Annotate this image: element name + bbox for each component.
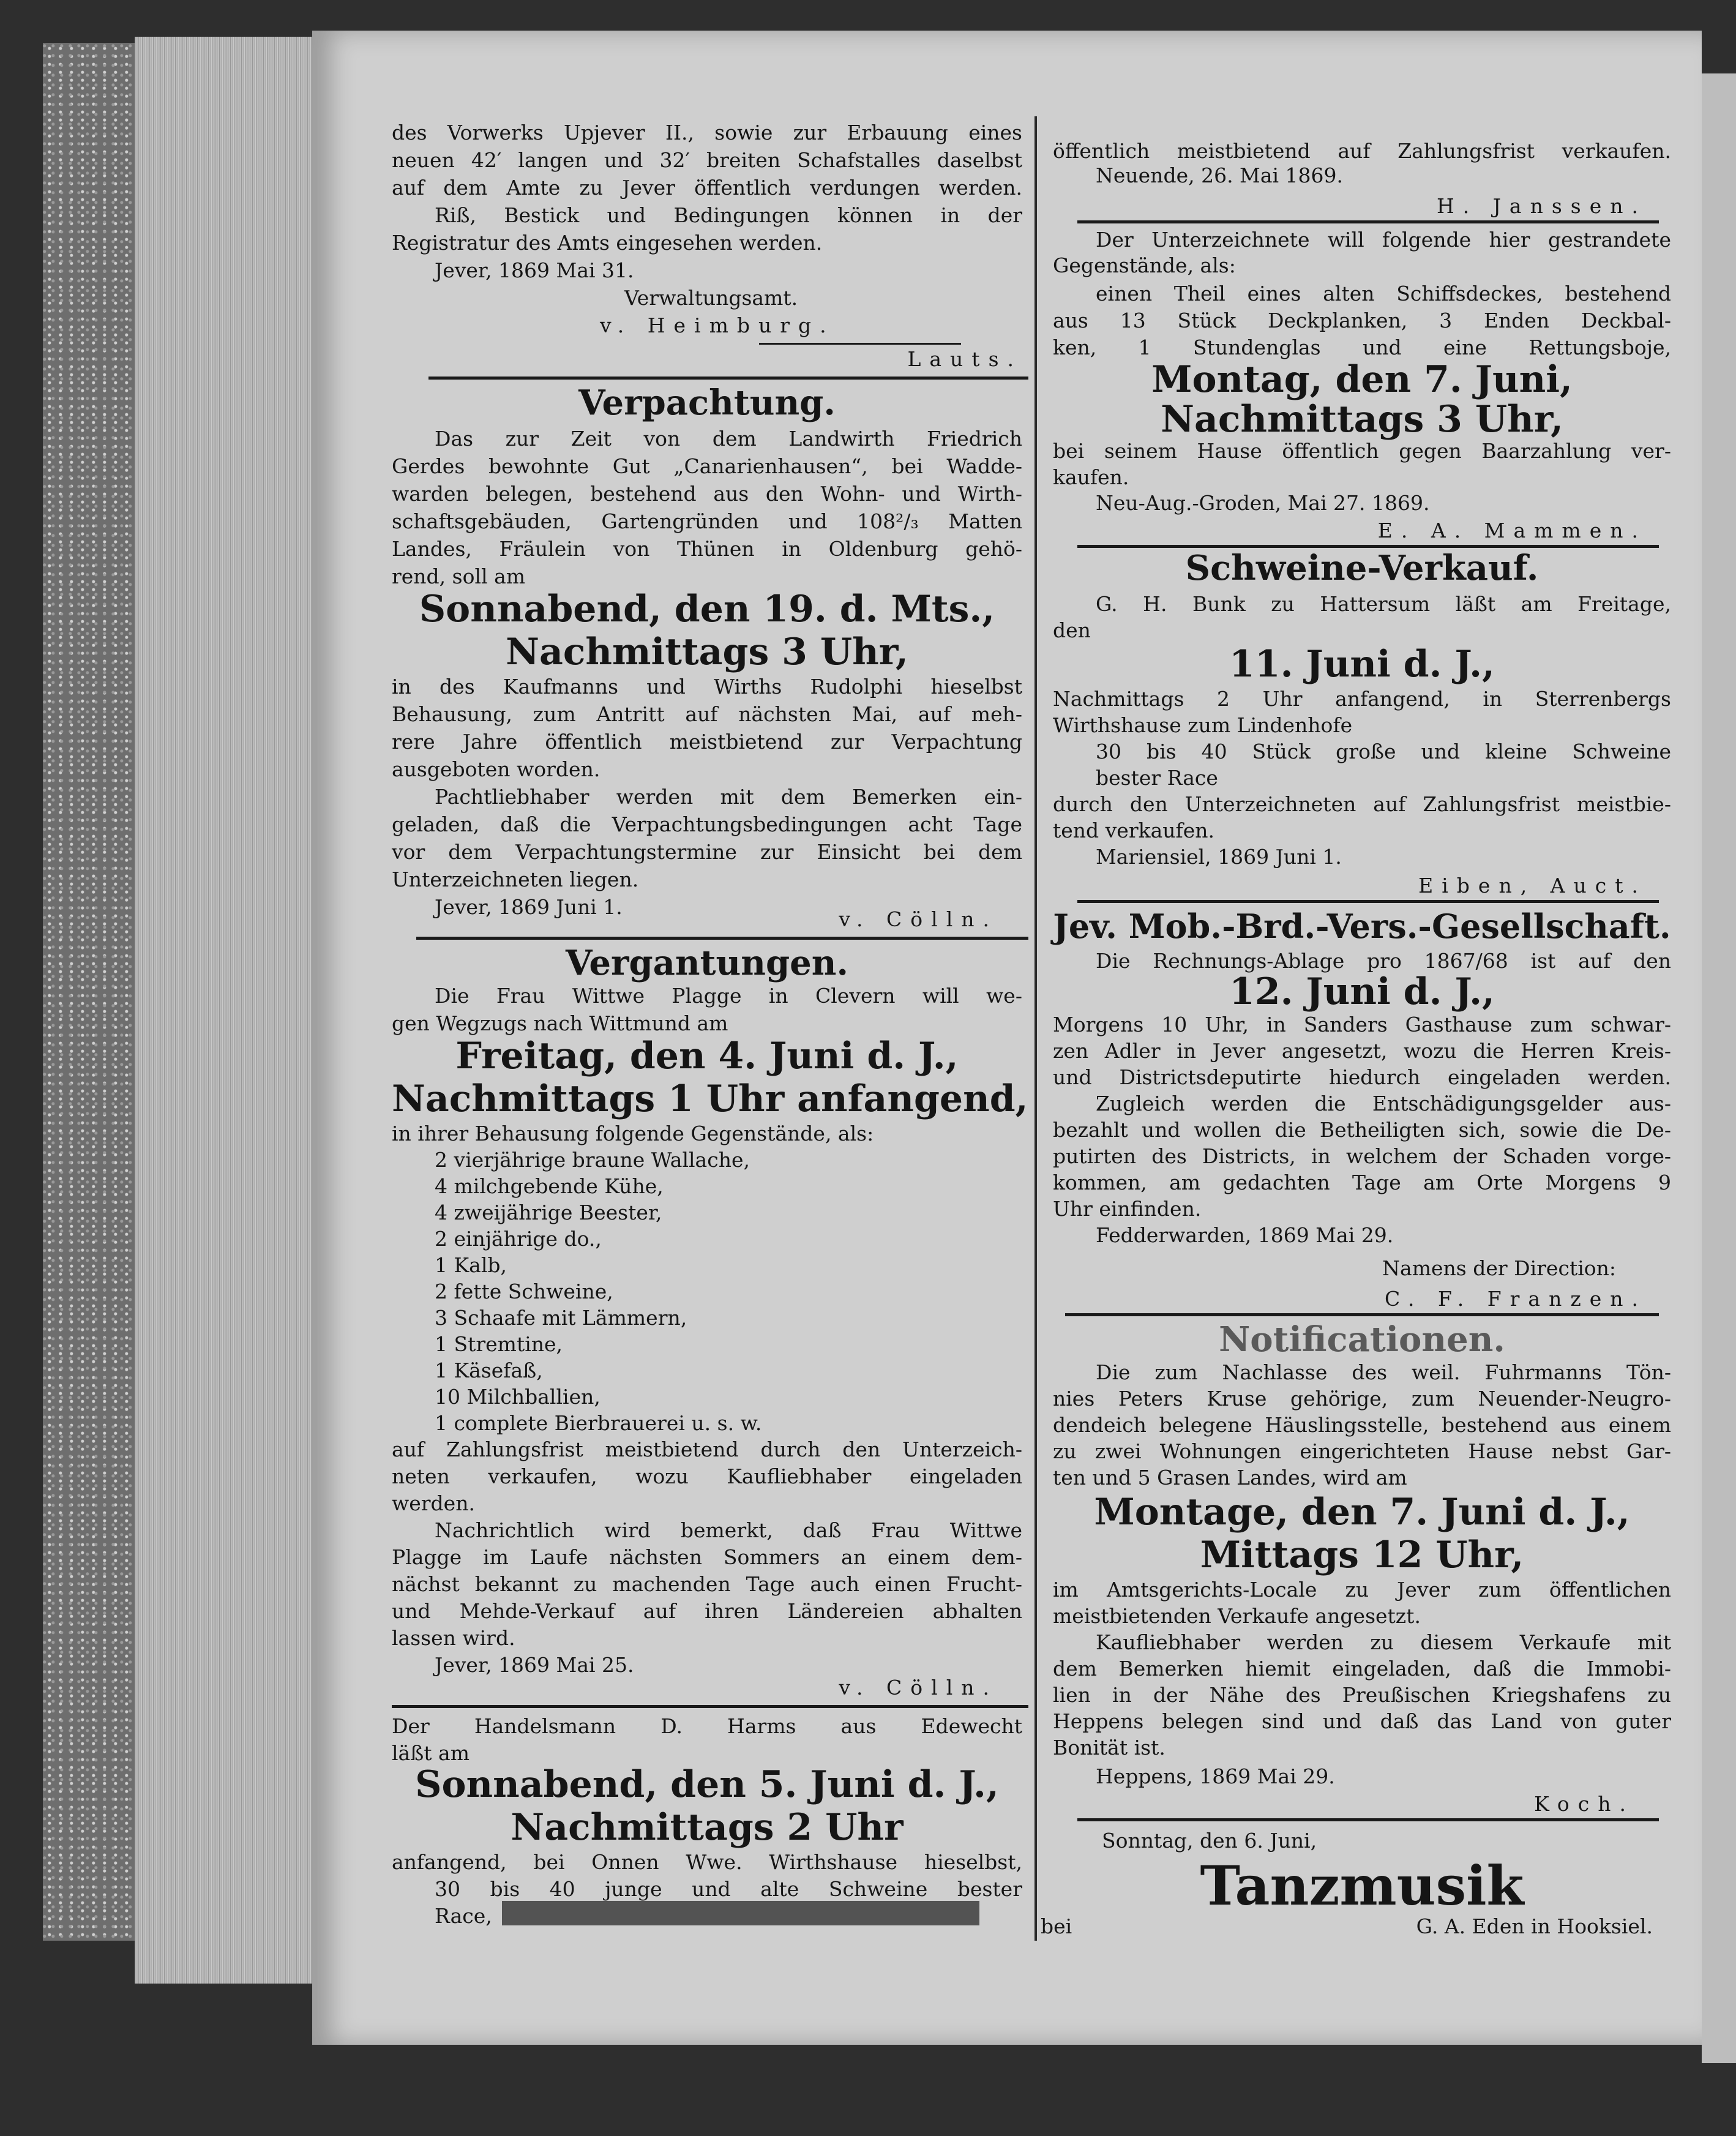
text-line: Namens der Direction: — [1382, 1256, 1616, 1280]
book-cover-marbled — [43, 43, 135, 1941]
event-time: Nachmittags 1 Uhr anfangend, — [392, 1077, 1028, 1120]
text-line: neuen 42′ langen und 32′ breiten Schafstalles daselbst — [392, 148, 1022, 172]
text-line: Race, — [435, 1904, 492, 1928]
signer: v. Cölln. — [839, 1676, 998, 1699]
section-heading: Tanzmusik — [1200, 1854, 1524, 1917]
list-item: 1 Stremtine, — [435, 1332, 563, 1356]
text-line: Nachmittags 2 Uhr anfangend, in Sterrenbergs — [1053, 687, 1671, 711]
text-line: und Mehde-Verkauf auf ihren Ländereien abhalten — [392, 1599, 1022, 1623]
list-item: 4 zweijährige Beester, — [435, 1201, 662, 1224]
text-line: Das zur Zeit von dem Landwirth Friedrich — [435, 427, 1022, 451]
section-heading: Notificationen. — [1219, 1319, 1505, 1360]
text-line: Unterzeichneten liegen. — [392, 868, 639, 891]
dateline: Heppens, 1869 Mai 29. — [1096, 1764, 1335, 1788]
text-line: bei seinem Hause öffentlich gegen Baarzahlung ver- — [1053, 439, 1671, 463]
dateline: Neu-Aug.-Groden, Mai 27. 1869. — [1096, 491, 1430, 515]
text-line: Uhr einfinden. — [1053, 1197, 1202, 1221]
text-line: lien in der Nähe des Preußischen Kriegshafens zu — [1053, 1683, 1671, 1707]
text-line: in des Kaufmanns und Wirths Rudolphi hieselbst — [392, 675, 1022, 699]
text-line: gen Wegzugs nach Wittmund am — [392, 1011, 728, 1035]
text-line: Sonntag, den 6. Juni, — [1102, 1829, 1317, 1853]
dateline: Mariensiel, 1869 Juni 1. — [1096, 845, 1342, 869]
text-line: nies Peters Kruse gehörige, zum Neuender-Neugro- — [1053, 1387, 1671, 1411]
text-line: G. H. Bunk zu Hattersum läßt am Freitage, — [1096, 592, 1671, 616]
text-line: Pachtliebhaber werden mit dem Bemerken ein- — [435, 785, 1022, 809]
text-line: Die Rechnungs-Ablage pro 1867/68 ist auf den — [1096, 949, 1671, 973]
text-line: Kaufliebhaber werden zu diesem Verkaufe mit — [1096, 1630, 1671, 1654]
text-line: und Districtsdeputirte hiedurch eingeladen werden. — [1053, 1065, 1671, 1089]
text-line: lassen wird. — [392, 1626, 515, 1650]
list-item: 1 Kalb, — [435, 1253, 507, 1277]
list-item: 4 milchgebende Kühe, — [435, 1174, 664, 1198]
signer: v. Cölln. — [839, 907, 998, 931]
event-date: Sonnabend, den 5. Juni d. J., — [415, 1763, 999, 1806]
text-line: Riß, Bestick und Bedingungen können in der — [435, 203, 1022, 227]
rule — [759, 343, 961, 345]
signer: H. Janssen. — [1436, 194, 1647, 218]
text-line: läßt am — [392, 1741, 470, 1765]
text-line: ten und 5 Grasen Landes, wird am — [1053, 1466, 1407, 1490]
text-line: bezahlt und wollen die Betheiligten sich, sowie die De- — [1053, 1118, 1671, 1142]
text-line: Der Handelsmann D. Harms aus Edewecht — [392, 1714, 1022, 1738]
dateline: Jever, 1869 Mai 31. — [435, 258, 634, 282]
text-line: im Amtsgerichts-Locale zu Jever zum öffentlichen — [1053, 1578, 1671, 1602]
text-line: werden. — [392, 1491, 475, 1515]
ink-smudge — [502, 1901, 979, 1925]
dateline: Neuende, 26. Mai 1869. — [1096, 163, 1344, 187]
text-line: in ihrer Behausung folgende Gegenstände, als: — [392, 1122, 874, 1145]
text-line: Der Unterzeichnete will folgende hier gestrandete — [1096, 228, 1671, 252]
text-line: dem Bemerken hiemit eingeladen, daß die Immobi- — [1053, 1657, 1671, 1681]
list-item: 3 Schaafe mit Lämmern, — [435, 1306, 687, 1330]
section-rule — [392, 1705, 1028, 1708]
text-line: Registratur des Amts eingesehen werden. — [392, 231, 823, 255]
signer: E. A. Mammen. — [1377, 519, 1647, 542]
text-line: putirten des Districts, in welchem der Schaden vorge- — [1053, 1144, 1671, 1168]
text-line: nächst bekannt zu machenden Tage auch einen Frucht- — [392, 1572, 1022, 1596]
section-heading: Jev. Mob.-Brd.-Vers.-Gesellschaft. — [1053, 907, 1671, 946]
text-line: durch den Unterzeichneten auf Zahlungsfrist meistbie- — [1053, 792, 1671, 816]
text-line: vor dem Verpachtungstermine zur Einsicht bei dem — [392, 840, 1022, 864]
text-line: Nachrichtlich wird bemerkt, daß Frau Wittwe — [435, 1518, 1022, 1542]
signer: Eiben, Auct. — [1418, 874, 1647, 897]
event-time: Nachmittags 3 Uhr, — [506, 631, 908, 673]
text-line: Plagge im Laufe nächsten Sommers an einem dem- — [392, 1545, 1022, 1569]
section-rule — [1077, 1818, 1659, 1821]
text-line: neten verkaufen, wozu Kaufliebhaber eingeladen — [392, 1464, 1022, 1488]
text-line: zen Adler in Jever angesetzt, wozu die Herren Kreis- — [1053, 1039, 1671, 1063]
text-line: 30 bis 40 Stück große und kleine Schweine — [1096, 740, 1671, 763]
text-line: Bonität ist. — [1053, 1736, 1165, 1759]
text-line: Zugleich werden die Entschädigungsgelder aus- — [1096, 1092, 1671, 1115]
section-rule — [428, 377, 1028, 380]
list-item: 2 vierjährige braune Wallache, — [435, 1148, 750, 1172]
event-date: Sonnabend, den 19. d. Mts., — [419, 588, 995, 631]
text-line: anfangend, bei Onnen Wwe. Wirthshause hieselbst, — [392, 1850, 1022, 1874]
signer: Koch. — [1534, 1792, 1634, 1816]
text-line: dendeich belegene Häuslingsstelle, bestehend aus einem — [1053, 1413, 1671, 1437]
text-line: Wirthshause zum Lindenhofe — [1053, 713, 1353, 737]
text-line: bei — [1041, 1914, 1072, 1938]
text-line: einen Theil eines alten Schiffsdeckes, bestehend — [1096, 282, 1671, 305]
text-line: kaufen. — [1053, 465, 1129, 489]
text-line: des Vorwerks Upjever II., sowie zur Erbauung eines — [392, 121, 1022, 144]
dateline: Jever, 1869 Mai 25. — [435, 1653, 634, 1677]
text-line: G. A. Eden in Hooksiel. — [1416, 1914, 1653, 1938]
section-heading: Schweine-Verkauf. — [1185, 548, 1539, 588]
column-divider — [1034, 116, 1037, 1941]
text-line: Landes, Fräulein von Thünen in Oldenburg gehö- — [392, 537, 1022, 561]
text-line: rere Jahre öffentlich meistbietend zur Verpachtung — [392, 730, 1022, 754]
next-page-edge — [1702, 73, 1736, 2063]
text-line: Gerdes bewohnte Gut „Canarienhausen“, bei Wadde- — [392, 454, 1022, 478]
list-item: 2 fette Schweine, — [435, 1280, 613, 1303]
event-date: Montage, den 7. Juni d. J., — [1094, 1491, 1630, 1534]
text-line: Heppens belegen sind und daß das Land von guter — [1053, 1709, 1671, 1733]
text-line: warden belegen, bestehend aus den Wohn- und Wirth- — [392, 482, 1022, 506]
text-line: aus 13 Stück Deckplanken, 3 Enden Deckbal- — [1053, 309, 1671, 332]
signer: v. Heimburg. — [600, 313, 835, 337]
event-date: Freitag, den 4. Juni d. J., — [455, 1035, 959, 1077]
event-date: 11. Juni d. J., — [1229, 643, 1495, 686]
page-stack-edge — [135, 37, 318, 1984]
text-line: Morgens 10 Uhr, in Sanders Gasthause zum schwar- — [1053, 1013, 1671, 1036]
dateline: Jever, 1869 Juni 1. — [435, 895, 623, 919]
signer: Lauts. — [907, 347, 1022, 371]
text-line: ken, 1 Stundenglas und eine Rettungsboje, — [1053, 335, 1671, 359]
section-rule — [416, 937, 1028, 940]
office-name: Verwaltungsamt. — [624, 286, 798, 310]
text-line: kommen, am gedachten Tage am Orte Morgens 9 — [1053, 1171, 1671, 1194]
text-line: Gegenstände, als: — [1053, 253, 1236, 277]
section-heading: Verpachtung. — [578, 383, 836, 423]
text-line: geladen, daß die Verpachtungsbedingungen acht Tage — [392, 812, 1022, 836]
text-line: ausgeboten worden. — [392, 757, 600, 781]
text-line: Die Frau Wittwe Plagge in Clevern will we- — [435, 984, 1022, 1008]
list-item: 10 Milchballien, — [435, 1385, 600, 1409]
text-line: bester Race — [1096, 766, 1218, 790]
text-line: Die zum Nachlasse des weil. Fuhrmanns Tön- — [1096, 1360, 1671, 1384]
text-line: den — [1053, 618, 1091, 642]
text-line: rend, soll am — [392, 564, 526, 588]
list-item: 2 einjährige do., — [435, 1227, 602, 1251]
section-heading: Vergantungen. — [566, 943, 848, 983]
section-rule — [1077, 220, 1659, 223]
section-rule — [1077, 900, 1659, 903]
section-rule — [1065, 1313, 1659, 1316]
text-line: auf Zahlungsfrist meistbietend durch den Unterzeich- — [392, 1437, 1022, 1461]
event-date: 12. Juni d. J., — [1229, 970, 1495, 1013]
event-date: Montag, den 7. Juni, — [1151, 358, 1573, 401]
event-time: Nachmittags 3 Uhr, — [1161, 398, 1563, 441]
text-line: Behausung, zum Antritt auf nächsten Mai, auf meh- — [392, 702, 1022, 726]
text-line: zu zwei Wohnungen eingerichteten Hause nebst Gar- — [1053, 1439, 1671, 1463]
event-time: Nachmittags 2 Uhr — [511, 1806, 904, 1849]
text-line: meistbietenden Verkaufe angesetzt. — [1053, 1604, 1421, 1628]
text-line: schaftsgebäuden, Gartengründen und 108²/₃ Matten — [392, 509, 1022, 533]
list-item: 1 complete Bierbrauerei u. s. w. — [435, 1411, 762, 1435]
text-line: öffentlich meistbietend auf Zahlungsfrist verkaufen. — [1053, 139, 1671, 163]
text-line: auf dem Amte zu Jever öffentlich verdungen werden. — [392, 176, 1022, 200]
event-time: Mittags 12 Uhr, — [1200, 1534, 1524, 1576]
text-line: tend verkaufen. — [1053, 819, 1215, 842]
signer: C. F. Franzen. — [1384, 1287, 1647, 1311]
text-line: 30 bis 40 junge und alte Schweine bester — [435, 1877, 1022, 1901]
dateline: Fedderwarden, 1869 Mai 29. — [1096, 1223, 1394, 1247]
list-item: 1 Käsefaß, — [435, 1358, 543, 1382]
